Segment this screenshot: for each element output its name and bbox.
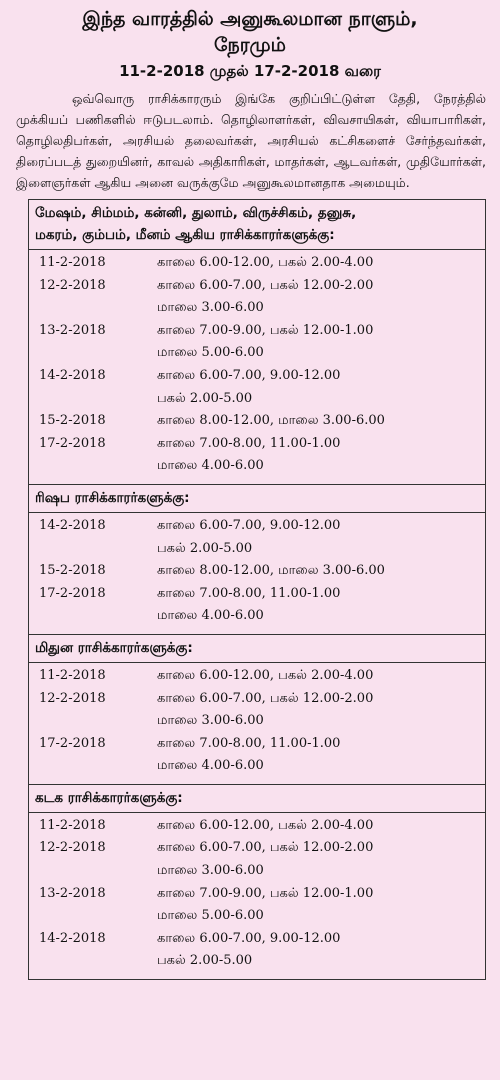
schedule-row	[29, 815, 485, 838]
schedule-times	[157, 252, 485, 275]
schedule-row	[29, 515, 485, 560]
schedule-date: 14-2-2018	[39, 517, 106, 533]
schedule-row	[29, 410, 485, 433]
schedule-times	[157, 883, 485, 928]
schedule-times	[157, 433, 485, 478]
schedule-times	[157, 928, 485, 973]
zodiac-section	[28, 485, 486, 635]
time-slot-line: காலை 6.00-7.00, 9.00-12.00	[157, 930, 341, 946]
time-slot-line: காலை 6.00-7.00, பகல் 12.00-2.00	[157, 277, 374, 293]
schedule-row	[29, 365, 485, 410]
time-slot-line: காலை 6.00-7.00, 9.00-12.00	[157, 517, 341, 533]
schedule-row	[29, 883, 485, 928]
schedule-date: 17-2-2018	[39, 585, 106, 601]
schedule-date: 11-2-2018	[39, 667, 106, 683]
section-body	[29, 513, 485, 634]
section-body	[29, 250, 485, 484]
schedule-date: 15-2-2018	[39, 413, 106, 429]
time-slot-line: பகல் 2.00-5.00	[157, 953, 253, 969]
title-line-2: நேரமும்	[214, 34, 286, 56]
schedule-row	[29, 560, 485, 583]
time-slot-line: காலை 6.00-7.00, பகல் 12.00-2.00	[157, 840, 374, 856]
schedule-times	[157, 583, 485, 628]
sections-container	[0, 199, 500, 980]
section-heading-line-1: மிதுன ராசிக்காரர்களுக்கு:	[35, 639, 193, 656]
schedule-row	[29, 433, 485, 478]
time-slot-line: காலை 7.00-9.00, பகல் 12.00-1.00	[157, 885, 374, 901]
date-range-subtitle: 11-2-2018 முதல் 17-2-2018 வரை	[119, 62, 381, 80]
time-slot-line: காலை 6.00-7.00, பகல் 12.00-2.00	[157, 690, 374, 706]
section-heading	[29, 200, 485, 250]
time-slot-line: காலை 6.00-12.00, பகல் 2.00-4.00	[157, 667, 374, 683]
time-slot-line: காலை 8.00-12.00, மாலை 3.00-6.00	[157, 413, 385, 429]
schedule-date: 12-2-2018	[39, 840, 106, 856]
zodiac-section	[28, 635, 486, 785]
time-slot-line: மாலை 3.00-6.00	[157, 300, 264, 316]
schedule-row	[29, 837, 485, 882]
schedule-row	[29, 928, 485, 973]
schedule-row	[29, 275, 485, 320]
time-slot-line: மாலை 5.00-6.00	[157, 345, 264, 361]
time-slot-line: மாலை 3.00-6.00	[157, 713, 264, 729]
schedule-times	[157, 275, 485, 320]
schedule-row	[29, 583, 485, 628]
schedule-date: 14-2-2018	[39, 930, 106, 946]
schedule-row	[29, 733, 485, 778]
schedule-times	[157, 410, 485, 433]
page-title	[0, 6, 500, 58]
schedule-times	[157, 365, 485, 410]
section-heading-line-2: மகரம், கும்பம், மீனம் ஆகிய ராசிக்காரர்களுக்கு:	[35, 227, 335, 243]
zodiac-section	[28, 199, 486, 485]
schedule-date: 15-2-2018	[39, 563, 106, 579]
schedule-date: 12-2-2018	[39, 277, 106, 293]
section-heading	[29, 635, 485, 663]
schedule-row	[29, 320, 485, 365]
schedule-row	[29, 688, 485, 733]
schedule-date: 13-2-2018	[39, 322, 106, 338]
schedule-date: 11-2-2018	[39, 255, 106, 270]
time-slot-line: காலை 7.00-8.00, 11.00-1.00	[157, 735, 341, 751]
time-slot-line: காலை 6.00-12.00, பகல் 2.00-4.00	[157, 817, 374, 833]
time-slot-line: காலை 7.00-8.00, 11.00-1.00	[157, 435, 341, 451]
schedule-times	[157, 320, 485, 365]
schedule-date: 17-2-2018	[39, 435, 106, 451]
schedule-times	[157, 688, 485, 733]
section-heading	[29, 785, 485, 813]
schedule-times	[157, 515, 485, 560]
time-slot-line: காலை 8.00-12.00, மாலை 3.00-6.00	[157, 563, 385, 579]
schedule-times	[157, 837, 485, 882]
schedule-times	[157, 665, 485, 688]
section-body	[29, 663, 485, 784]
title-line-1: இந்த வாரத்தில் அனுகூலமான நாளும்,	[82, 8, 418, 30]
schedule-times	[157, 733, 485, 778]
schedule-times	[157, 815, 485, 838]
section-heading	[29, 485, 485, 513]
zodiac-section	[28, 785, 486, 980]
schedule-date: 14-2-2018	[39, 367, 106, 383]
schedule-date: 11-2-2018	[39, 817, 106, 833]
intro-paragraph: ஒவ்வொரு ராசிக்காரரும் இங்கே குறிப்பிட்டுள்ள தேதி, நேரத்தில் முக்கியப் பணிகளில் ஈடுபடலாம். தொழிலாளர்கள், விவசாயிகள், வியாபாரிகள், தொழிலதிபர்கள், அரசியல் தலைவர்கள், அரசியல் கட்சிகளைச் சேர்ந்தவர்கள், திரைப்படத் துறையினர், காவல் அதிகாரிகள், மாதர்கள், ஆடவர்கள், முதியோர்கள், இளைஞர்கள் ஆகிய அனை வருக்குமே அனுகூலமானதாக அமையும்.	[16, 91, 486, 190]
time-slot-line: பகல் 2.00-5.00	[157, 540, 253, 556]
section-heading-line-1: கடக ராசிக்காரர்களுக்கு:	[35, 789, 183, 806]
schedule-date: 17-2-2018	[39, 735, 106, 751]
schedule-row	[29, 665, 485, 688]
time-slot-line: மாலை 3.00-6.00	[157, 863, 264, 879]
time-slot-line: பகல் 2.00-5.00	[157, 390, 253, 406]
time-slot-line: மாலை 4.00-6.00	[157, 758, 264, 774]
schedule-date: 13-2-2018	[39, 885, 106, 901]
schedule-times	[157, 560, 485, 583]
time-slot-line: காலை 6.00-7.00, 9.00-12.00	[157, 367, 341, 383]
section-heading-line-1: மேஷம், சிம்மம், கன்னி, துலாம், விருச்சிகம், தனுசு,	[35, 205, 357, 221]
time-slot-line: காலை 6.00-12.00, பகல் 2.00-4.00	[157, 255, 374, 270]
time-slot-line: மாலை 4.00-6.00	[157, 608, 264, 624]
schedule-date: 12-2-2018	[39, 690, 106, 706]
time-slot-line: மாலை 5.00-6.00	[157, 908, 264, 924]
time-slot-line: காலை 7.00-9.00, பகல் 12.00-1.00	[157, 322, 374, 338]
time-slot-line: மாலை 4.00-6.00	[157, 458, 264, 474]
schedule-row	[29, 252, 485, 275]
section-body	[29, 813, 485, 979]
time-slot-line: காலை 7.00-8.00, 11.00-1.00	[157, 585, 341, 601]
section-heading-line-1: ரிஷப ராசிக்காரர்களுக்கு:	[35, 489, 190, 506]
